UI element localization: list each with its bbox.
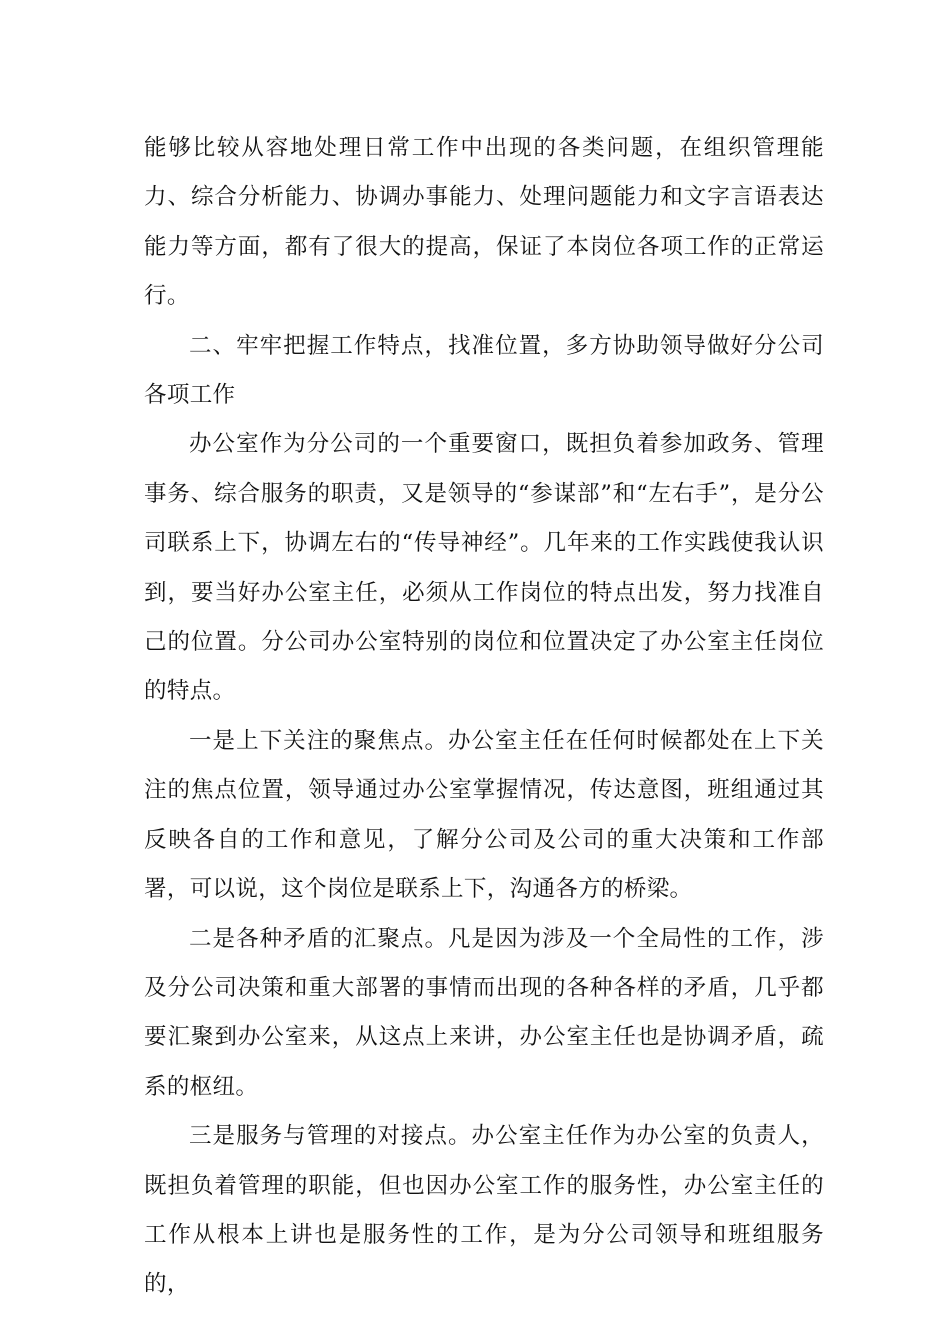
paragraph-1: 能够比较从容地处理日常工作中出现的各类问题，在组织管理能力、综合分析能力、协调办事能力、处理问题能力和文字言语表达能力等方面，都有了很大的提高，保证了本岗位各项工作的正常运行。 <box>144 135 824 310</box>
paragraph-3: 办公室作为分公司的一个重要窗口，既担负着参加政务、管理事务、综合服务的职责，又是领导的“参谋部”和“左右手”，是分公司联系上下，协调左右的“传导神经”。几年来的工作实践使我认识到，要当好办公室主任，必须从工作岗位的特点出发，努力找准自己的位置。分公司办公室特别的岗位和位置决定了办公室主任岗位的特点。 <box>144 431 824 705</box>
paragraph-6: 三是服务与管理的对接点。办公室主任作为办公室的负责人，既担负着管理的职能，但也因办公室工作的服务性，办公室主任的工作从根本上讲也是服务性的工作，是为分公司领导和班组服务的， <box>144 1123 824 1298</box>
section-heading-2: 二、牢牢把握工作特点，找准位置，多方协助领导做好分公司各项工作 <box>144 332 824 409</box>
document-body <box>144 124 824 1310</box>
paragraph-4: 一是上下关注的聚焦点。办公室主任在任何时候都处在上下关注的焦点位置，领导通过办公室掌握情况，传达意图，班组通过其反映各自的工作和意见，了解分公司及公司的重大决策和工作部署，可以说，这个岗位是联系上下，沟通各方的桥梁。 <box>144 727 824 903</box>
paragraph-5: 二是各种矛盾的汇聚点。凡是因为涉及一个全局性的工作，涉及分公司决策和重大部署的事情而出现的各种各样的矛盾，几乎都要汇聚到办公室来，从这点上来讲，办公室主任也是协调矛盾，疏系的枢纽。 <box>144 925 824 1100</box>
